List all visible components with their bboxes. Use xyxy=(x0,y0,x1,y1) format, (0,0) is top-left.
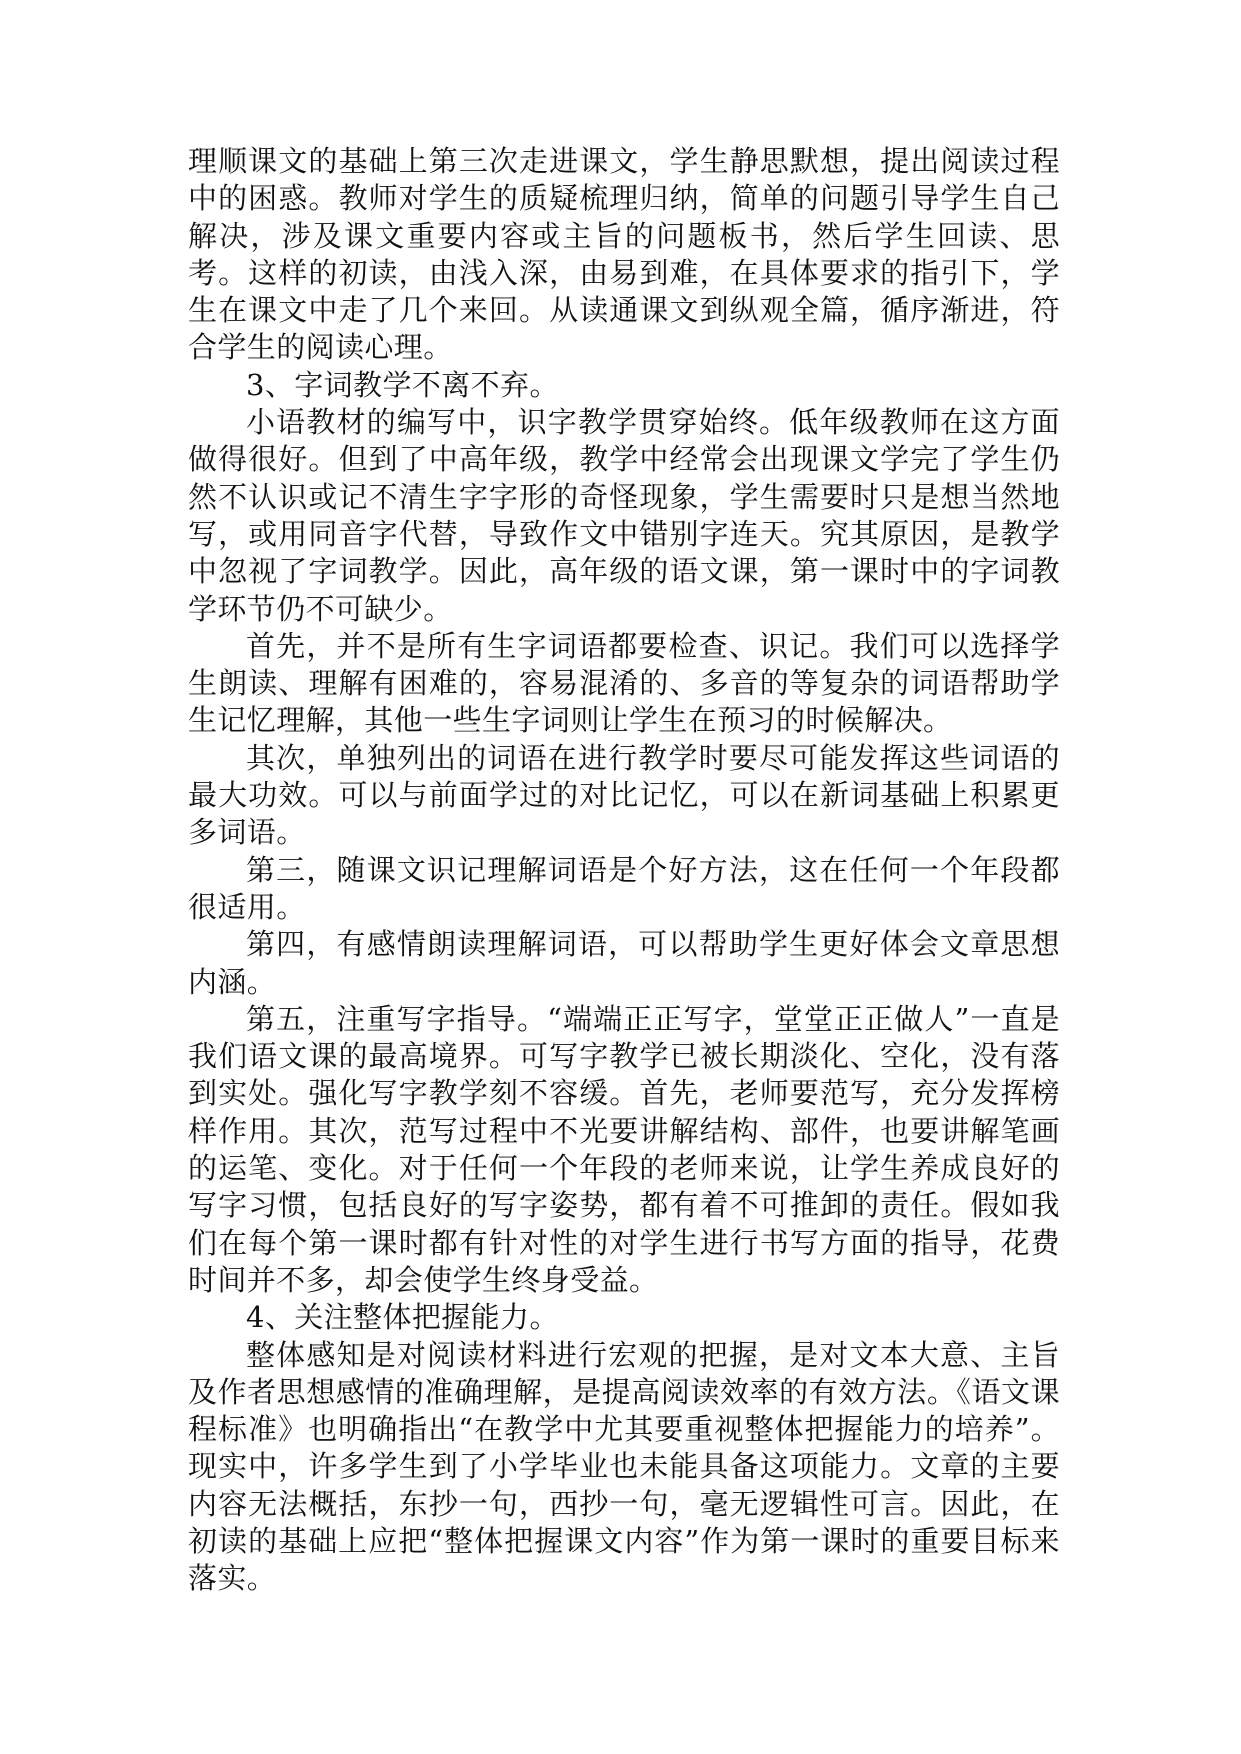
document-page xyxy=(188,143,1060,1598)
section-heading-3: 3、字词教学不离不弃。 xyxy=(246,367,559,402)
paragraph: 第四，有感情朗读理解词语，可以帮助学生更好体会文章思想内涵。 xyxy=(188,927,1060,999)
paragraph: 第三，随课文识记理解词语是个好方法，这在任何一个年段都很适用。 xyxy=(188,852,1060,924)
paragraph: 小语教材的编写中，识字教学贯穿始终。低年级教师在这方面做得很好。但到了中高年级，教学中经常会出现课文学完了学生仍然不认识或记不清生字字形的奇怪现象，学生需要时只是想当然地写，或用同音字代替，导致作文中错别字连天。究其原因，是教学中忽视了字词教学。因此，高年级的语文课，第一课时中的字词教学环节仍不可缺少。 xyxy=(188,405,1060,626)
paragraph: 第五，注重写字指导。“端端正正写字，堂堂正正做人”一直是我们语文课的最高境界。可写字教学已被长期淡化、空化，没有落到实处。强化写字教学刻不容缓。首先，老师要范写，充分发挥榜样作用。其次，范写过程中不光要讲解结构、部件，也要讲解笔画的运笔、变化。对于任何一个年段的老师来说，让学生养成良好的写字习惯，包括良好的写字姿势，都有着不可推卸的责任。假如我们在每个第一课时都有针对性的对学生进行书写方面的指导，花费时间并不多，却会使学生终身受益。 xyxy=(188,1001,1060,1297)
section-heading-4: 4、关注整体把握能力。 xyxy=(246,1300,559,1335)
paragraph: 首先，并不是所有生字词语都要检查、识记。我们可以选择学生朗读、理解有困难的，容易混淆的、多音的等复杂的词语帮助学生记忆理解，其他一些生字词则让学生在预习的时候解决。 xyxy=(188,628,1060,738)
paragraph: 其次，单独列出的词语在进行教学时要尽可能发挥这些词语的最大功效。可以与前面学过的对比记忆，可以在新词基础上积累更多词语。 xyxy=(188,740,1060,850)
paragraph: 整体感知是对阅读材料进行宏观的把握，是对文本大意、主旨及作者思想感情的准确理解，是提高阅读效率的有效方法。《语文课程标准》也明确指出“在教学中尤其要重视整体把握能力的培养”。现实中，许多学生到了小学毕业也未能具备这项能力。文章的主要内容无法概括，东抄一句，西抄一句，毫无逻辑性可言。因此，在初读的基础上应把“整体把握课文内容”作为第一课时的重要目标来落实。 xyxy=(188,1337,1060,1596)
paragraph-continued: 理顺课文的基础上第三次走进课文，学生静思默想，提出阅读过程中的困惑。教师对学生的质疑梳理归纳，简单的问题引导学生自己解决，涉及课文重要内容或主旨的问题板书，然后学生回读、思考。这样的初读，由浅入深，由易到难，在具体要求的指引下，学生在课文中走了几个来回。从读通课文到纵观全篇，循序渐进，符合学生的阅读心理。 xyxy=(188,144,1060,365)
